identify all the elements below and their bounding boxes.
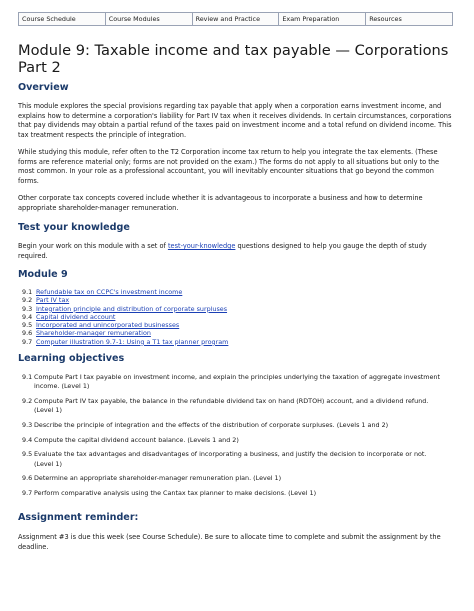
test-knowledge-text-before: Begin your work on this module with a set of bbox=[18, 242, 168, 250]
objective-number: 9.6 bbox=[22, 474, 33, 483]
topic-number: 9.1 bbox=[22, 288, 33, 296]
objective-item bbox=[18, 373, 454, 391]
topic-link[interactable]: Computer illustration 9.7-1: Using a T1 tax planner program bbox=[36, 337, 229, 346]
objective-item bbox=[18, 474, 454, 483]
objective-number: 9.1 bbox=[22, 373, 33, 382]
page-title: Module 9: Taxable income and tax payable — Corporations Part 2 bbox=[18, 42, 449, 76]
objective-number: 9.5 bbox=[22, 450, 33, 459]
nav-resources[interactable]: Resources bbox=[369, 15, 402, 23]
overview-heading: Overview bbox=[18, 82, 69, 93]
module-topic-item bbox=[18, 321, 454, 329]
objective-number: 9.2 bbox=[22, 396, 33, 405]
topic-link[interactable]: Part IV tax bbox=[36, 296, 70, 305]
topic-link[interactable]: Integration principle and distribution of corporate surpluses bbox=[36, 304, 228, 313]
learning-objectives-heading: Learning objectives bbox=[18, 353, 125, 365]
objective-text: Perform comparative analysis using the Cantax tax planner to make decisions. (Level 1) bbox=[34, 488, 317, 497]
objective-item bbox=[18, 421, 454, 430]
topic-number: 9.5 bbox=[22, 321, 33, 330]
nav-review-and-practice[interactable]: Review and Practice bbox=[193, 13, 280, 25]
nav-course-schedule[interactable]: Course Schedule bbox=[19, 13, 106, 25]
objective-text: Compute the capital dividend account balance. (Levels 1 and 2) bbox=[34, 435, 239, 444]
objective-text: Compute Part I tax payable on investment income, and explain the principles underlying the taxation of aggregate investment income. (Level 1) bbox=[34, 373, 440, 391]
objective-number: 9.4 bbox=[22, 435, 33, 444]
objective-number: 9.3 bbox=[22, 420, 33, 429]
assignment-reminder-text: Assignment #3 is due this week (see Course Schedule). Be sure to allocate time to complete and submit the assignment by the deadline. bbox=[18, 533, 441, 551]
overview-paragraph-2: While studying this module, refer often to the T2 Corporation income tax return to help you integrate the tax elements. (These forms are reference material only; forms are not provided on the exam.) The forms do not apply to all situations but only to the most common. In your role as a professional accountant, you will inevitably encounter situations that go beyond the common forms. bbox=[18, 148, 440, 185]
topic-number: 9.7 bbox=[22, 337, 33, 346]
objective-item bbox=[18, 436, 454, 445]
objective-number: 9.7 bbox=[22, 488, 33, 497]
module-topic-item bbox=[18, 329, 454, 337]
test-knowledge-text-after: questions designed to help you gauge the depth of study required. bbox=[18, 242, 427, 260]
overview-paragraph-1: This module explores the special provisions regarding tax payable that apply when a corporation earns investment income, and explains how to determine a corporation's liability for Part IV tax when it receives dividends. In certain circumstances, corporations that pay dividends may obtain a partial refund of the taxes paid on investment income and a total refund on dividend income. This tax treatment respects the principle of integration. bbox=[18, 102, 452, 139]
nav-exam-preparation[interactable]: Exam Preparation bbox=[279, 13, 366, 25]
module-topic-item bbox=[18, 313, 454, 321]
topic-link[interactable]: Incorporated and unincorporated businesses bbox=[36, 321, 180, 330]
test-knowledge-heading: Test your knowledge bbox=[18, 222, 130, 233]
learning-objectives-list bbox=[18, 373, 454, 498]
test-knowledge-text bbox=[18, 242, 454, 261]
topic-link[interactable]: Shareholder-manager remuneration bbox=[36, 329, 151, 338]
assignment-reminder-heading: Assignment reminder: bbox=[18, 512, 139, 524]
main-content bbox=[18, 42, 454, 552]
topic-number: 9.3 bbox=[22, 304, 33, 313]
objective-item bbox=[18, 450, 454, 468]
objective-text: Evaluate the tax advantages and disadvantages of incorporating a business, and justify the decision to incorporate or not. (Level 1) bbox=[34, 450, 427, 468]
objective-text: Compute Part IV tax payable, the balance in the refundable dividend tax on hand (RDTOH) account, and a dividend refund. (Level 1) bbox=[34, 396, 429, 415]
module-topic-item bbox=[18, 338, 454, 346]
objective-item bbox=[18, 489, 454, 498]
module-topic-item bbox=[18, 296, 454, 304]
module-topic-item bbox=[18, 288, 454, 296]
objective-item bbox=[18, 397, 454, 415]
topic-link[interactable]: Refundable tax on CCPC's investment income bbox=[36, 288, 183, 296]
topic-link[interactable]: Capital dividend account bbox=[36, 312, 116, 321]
test-your-knowledge-link[interactable]: test-your-knowledge bbox=[167, 242, 236, 250]
module-heading: Module 9 bbox=[18, 269, 68, 280]
top-navigation bbox=[18, 12, 453, 26]
nav-course-modules[interactable]: Course Modules bbox=[106, 13, 193, 25]
topic-number: 9.6 bbox=[22, 329, 33, 338]
module-topic-list bbox=[18, 288, 454, 346]
objective-text: Describe the principle of integration and the effects of the distribution of corporate surpluses. (Levels 1 and 2) bbox=[34, 420, 389, 429]
topic-number: 9.4 bbox=[22, 312, 33, 321]
objective-text: Determine an appropriate shareholder-manager remuneration plan. (Level 1) bbox=[34, 474, 282, 483]
overview-paragraph-3: Other corporate tax concepts covered include whether it is advantageous to incorporate a business and how to determine appropriate shareholder-manager remuneration. bbox=[18, 194, 423, 212]
topic-number: 9.2 bbox=[22, 296, 33, 305]
module-topic-item bbox=[18, 305, 454, 313]
